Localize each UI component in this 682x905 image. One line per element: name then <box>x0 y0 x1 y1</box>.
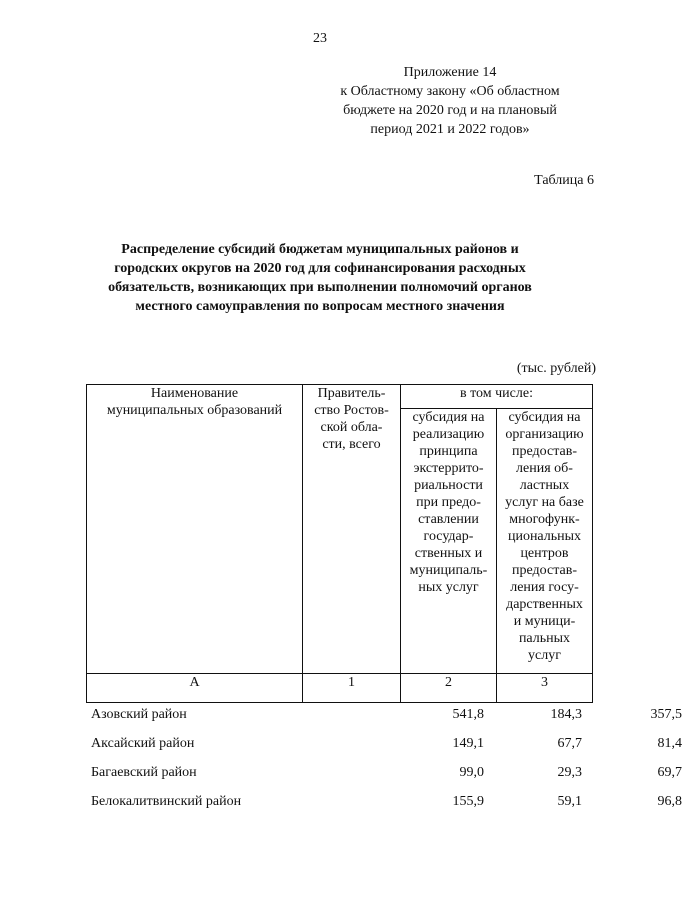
municipality-name: Азовский район <box>91 707 187 722</box>
header-text: ления об- <box>516 460 573 476</box>
header-text: ных услуг <box>418 579 479 595</box>
column-number-cell: 1 <box>303 674 401 703</box>
header-text: реализацию <box>412 426 485 442</box>
appendix-line: к Областному закону «Об областном <box>340 84 560 99</box>
header-text: муниципаль- <box>409 562 488 578</box>
table-row <box>86 733 682 762</box>
header-including-cell: в том числе: <box>401 385 593 409</box>
header-text: ственных и <box>414 545 483 561</box>
header-text: субсидия на <box>508 409 581 425</box>
title-line: местного самоуправления по вопросам местного значения <box>135 299 505 314</box>
subsidy1-value: 67,7 <box>557 736 582 751</box>
header-text: субсидия на <box>412 409 485 425</box>
header-text: при предо- <box>416 494 481 510</box>
units-label: (тыс. рублей) <box>516 361 596 376</box>
header-text: государ- <box>423 528 474 544</box>
total-value: 149,1 <box>452 736 484 751</box>
table-row <box>86 762 682 791</box>
subsidy2-value: 96,8 <box>657 794 682 809</box>
header-text: услуг на базе <box>505 494 584 510</box>
header-subsidy2-cell <box>497 408 593 673</box>
header-subsidy1-cell <box>401 408 497 673</box>
table-body <box>86 704 682 820</box>
municipality-name: Аксайский район <box>91 736 195 751</box>
municipality-name: Белокалитвинский район <box>91 794 242 809</box>
header-text: пальных <box>518 630 571 646</box>
total-value: 541,8 <box>452 707 484 722</box>
header-text: организацию <box>505 426 584 442</box>
column-number-cell: 3 <box>497 674 593 703</box>
header-total-cell <box>303 385 401 674</box>
total-value: 155,9 <box>452 794 484 809</box>
header-text: предостав- <box>512 562 577 578</box>
header-text: принципа <box>419 443 478 459</box>
appendix-line: бюджете на 2020 год и на плановый <box>343 103 557 118</box>
header-text: Наименование <box>150 386 239 401</box>
column-number-cell: А <box>87 674 303 703</box>
appendix-line: Приложение 14 <box>403 65 497 80</box>
page-number: 23 <box>313 31 327 46</box>
table-label: Таблица 6 <box>534 173 594 188</box>
subsidy2-value: 69,7 <box>657 765 682 780</box>
subsidy2-value: 357,5 <box>650 707 682 722</box>
header-text: и муници- <box>513 613 576 629</box>
header-text: муниципальных образований <box>106 403 283 418</box>
header-text: ления госу- <box>510 579 579 595</box>
header-text: ство Ростов- <box>314 403 389 418</box>
table-header <box>86 384 593 703</box>
header-text: многофунк- <box>509 511 580 527</box>
municipality-name: Багаевский район <box>91 765 197 780</box>
title-line: городских округов на 2020 год для софинансирования расходных <box>114 261 526 276</box>
subsidy1-value: 184,3 <box>550 707 582 722</box>
header-text: ской обла- <box>320 420 383 435</box>
header-text: центров <box>520 545 569 561</box>
table-row <box>86 704 682 733</box>
document-title <box>80 240 560 316</box>
table-row <box>86 791 682 820</box>
header-text: предостав- <box>512 443 577 459</box>
header-text: циональных <box>507 528 582 544</box>
subsidy1-value: 29,3 <box>557 765 582 780</box>
header-text: экстеррито- <box>413 460 484 476</box>
header-text: дарственных <box>506 596 583 612</box>
total-value: 99,0 <box>459 765 484 780</box>
header-text: ставлении <box>418 511 479 527</box>
header-text: сти, всего <box>322 437 381 452</box>
subsidy2-value: 81,4 <box>657 736 682 751</box>
appendix-reference <box>300 63 600 139</box>
header-text: услуг <box>528 647 561 663</box>
subsidy1-value: 59,1 <box>557 794 582 809</box>
column-number-cell: 2 <box>401 674 497 703</box>
title-line: Распределение субсидий бюджетам муниципальных районов и <box>121 242 519 257</box>
header-text: Правитель- <box>317 386 386 401</box>
header-name-cell <box>87 385 303 674</box>
header-text: ластных <box>519 477 570 493</box>
header-text: риальности <box>414 477 483 493</box>
appendix-line: период 2021 и 2022 годов» <box>370 122 530 137</box>
title-line: обязательств, возникающих при выполнении полномочий органов <box>108 280 532 295</box>
